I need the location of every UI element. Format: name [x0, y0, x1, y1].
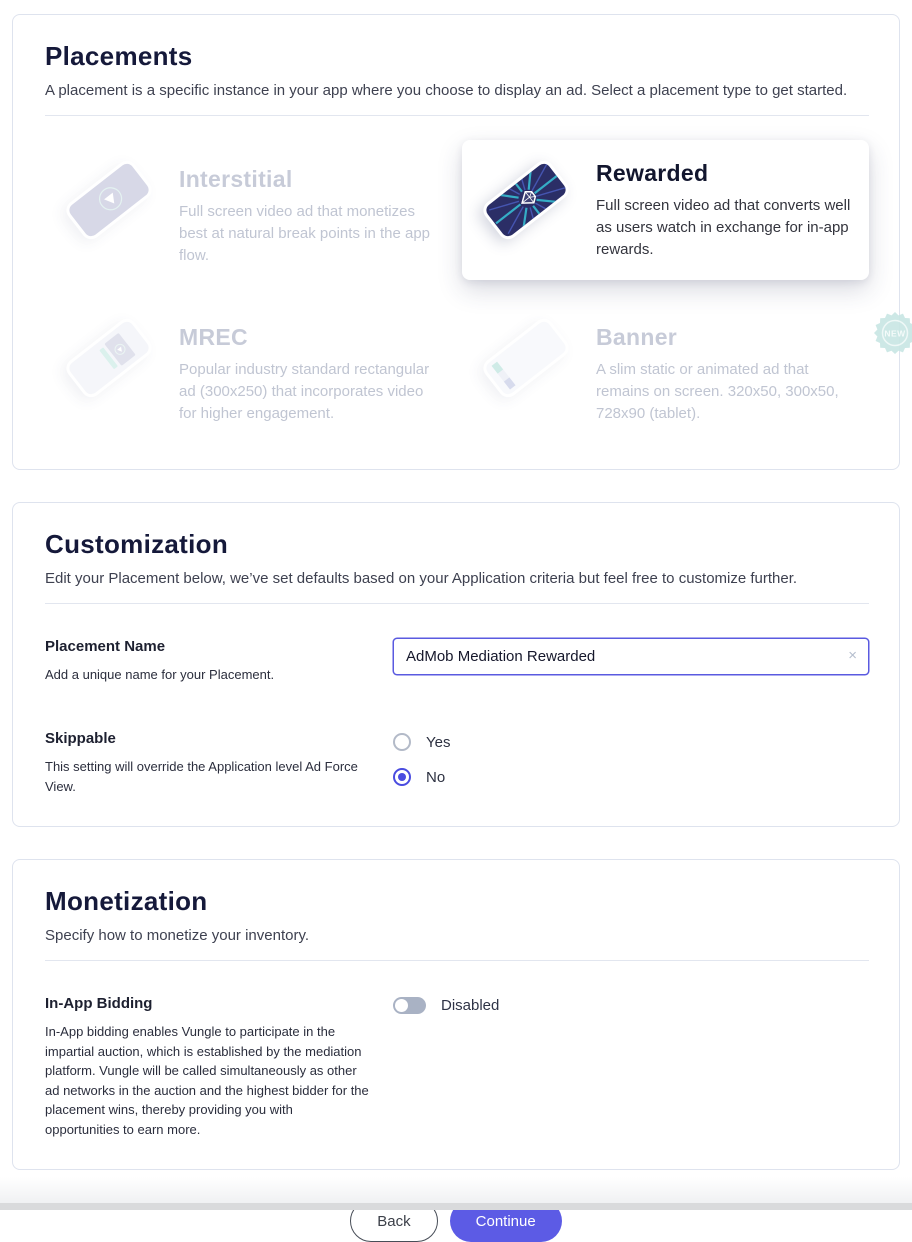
- rewarded-description: Full screen video ad that converts well as users watch in exchange for in-app rewards.: [596, 197, 851, 258]
- bottom-fade: [0, 1177, 912, 1203]
- placements-subtitle: A placement is a specific instance in your app where you choose to display an ad. Select a placement type to get started.: [45, 82, 848, 99]
- banner-phone-icon: [478, 316, 596, 412]
- radio-no-label: No: [426, 768, 446, 786]
- rewarded-title: Rewarded: [596, 160, 709, 186]
- monetization-subtitle: Specify how to monetize your inventory.: [45, 927, 310, 944]
- customization-title: Customization: [45, 528, 229, 559]
- placement-option-rewarded[interactable]: [462, 140, 869, 280]
- in-app-bidding-state: Disabled: [441, 997, 500, 1014]
- radio-yes-label: Yes: [426, 733, 451, 751]
- customization-card: [12, 502, 900, 828]
- interstitial-phone-icon: [61, 158, 179, 254]
- monetization-title: Monetization: [45, 886, 208, 916]
- skippable-description: This setting will override the Application level Ad Force View.: [45, 759, 358, 794]
- in-app-bidding-toggle[interactable]: [393, 997, 426, 1014]
- banner-description: A slim static or animated ad that remains on screen. 320x50, 300x50, 728x90 (tablet).: [596, 361, 839, 422]
- in-app-bidding-description: In-App bidding enables Vungle to participate in the impartial auction, which is established by the mediation platform. Vungle will be called simultaneously as other ad networks in the auction and the highest bidder for the placement wins, thereby providing you with opportunities to earn more.: [45, 1024, 369, 1137]
- divider: [45, 115, 869, 116]
- placements-title: Placements: [45, 41, 193, 71]
- mrec-description: Popular industry standard rectangular ad (300x250) that incorporates video for higher engagement.: [179, 361, 430, 422]
- interstitial-title: Interstitial: [179, 166, 293, 192]
- placement-option-interstitial[interactable]: [45, 140, 452, 280]
- bottom-edge: [0, 1203, 912, 1210]
- continue-button[interactable]: Continue: [450, 1200, 562, 1242]
- divider: [45, 960, 869, 961]
- banner-title: Banner: [596, 324, 678, 351]
- customization-subtitle: Edit your Placement below, we’ve set defaults based on your Application criteria but feel free to customize further.: [45, 569, 798, 587]
- mrec-phone-icon: [61, 316, 179, 412]
- in-app-bidding-label: In-App Bidding: [45, 995, 153, 1012]
- mrec-title: MREC: [179, 324, 248, 351]
- placement-name-row: [45, 638, 869, 685]
- placement-type-grid: [45, 140, 906, 439]
- placement-name-input[interactable]: [393, 638, 869, 675]
- skippable-option-yes[interactable]: [393, 733, 869, 751]
- clear-input-icon[interactable]: ×: [848, 646, 857, 664]
- radio-yes-icon[interactable]: [393, 733, 411, 751]
- radio-no-icon[interactable]: [393, 768, 411, 786]
- placement-option-banner[interactable]: [462, 298, 906, 438]
- placement-name-label: Placement Name: [45, 637, 166, 655]
- placement-option-mrec[interactable]: [45, 298, 452, 438]
- skippable-label: Skippable: [45, 730, 116, 747]
- divider: [45, 603, 869, 604]
- new-badge-text: NEW: [884, 328, 906, 339]
- placement-name-description: Add a unique name for your Placement.: [45, 666, 275, 682]
- interstitial-description: Full screen video ad that monetizes best at natural break points in the app flow.: [179, 203, 431, 264]
- rewarded-phone-icon: [478, 158, 596, 254]
- in-app-bidding-row: [45, 995, 869, 1139]
- toggle-knob: [395, 999, 408, 1012]
- new-badge-icon: [872, 310, 912, 356]
- skippable-row: [45, 730, 869, 796]
- placements-card: [12, 14, 906, 470]
- back-button[interactable]: Back: [350, 1200, 437, 1242]
- monetization-card: [12, 859, 900, 1170]
- skippable-option-no[interactable]: [393, 768, 869, 786]
